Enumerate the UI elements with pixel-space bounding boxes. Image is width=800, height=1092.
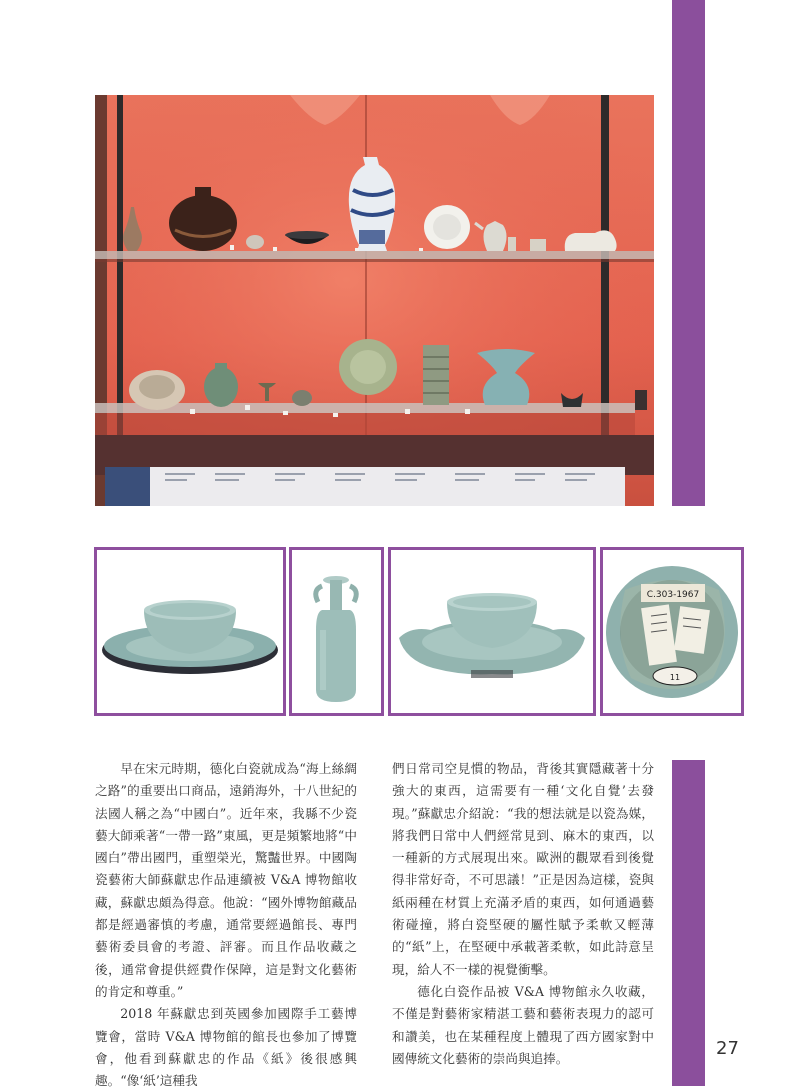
small-number-tag: 11 <box>669 673 681 682</box>
article-column-right <box>392 758 654 1070</box>
page-number: 27 <box>716 1038 739 1059</box>
paragraph: 德化白瓷作品被 V&A 博物館永久收藏，不僅是對藝術家精湛工藝和藝術表現力的認可和讚美，也在某種程度上體現了西方國家對中國傳統文化藝術的崇尚與追捧。 <box>392 983 654 1066</box>
celadon-vase-illustration <box>292 550 381 713</box>
museum-number-label: C.303-1967 <box>646 590 700 600</box>
celadon-vase-photo <box>289 547 384 716</box>
lobed-celadon-cup-photo <box>388 547 596 716</box>
paragraph: 們日常司空見慣的物品，背後其實隱藏著十分強大的東西，這需要有一種‘文化自覺’去發現。”蘇獻忠介紹說：“我的想法就是以瓷為媒，將我們日常中人們經常見到、麻木的東西，以一種新的方式展現出來。歐洲的觀眾看到後覺得非常好奇，不可思議！”正是因為這樣，瓷與紙兩種在材質上充滿矛盾的東西，如何通過藝術碰撞，將白瓷堅硬的屬性賦予柔軟又輕薄的“紙”上，在堅硬中承載著柔軟，如此詩意呈現，給人不一樣的視覺衝擊。 <box>392 761 654 977</box>
paragraph: 早在宋元時期，德化白瓷就成為“海上絲綢之路”的重要出口商品，遠銷海外，十八世紀的法國人稱之為“中國白”。近年來，我縣不少瓷藝大師乘著“一帶一路”東風，更是頻繁地將“中國白”帶出國門，重塑榮光，驚豔世界。中國陶瓷藝術大師蘇獻忠作品連續被 V&A 博物館收藏，蘇獻忠頗為得意。他說：“國外博物館藏品都是經過審慎的考慮，通常要經過館長、專門藝術委員會的考證、評審。而且作品收藏之後，通常會提供經費作保障，這是對文化藝術的肯定和尊重。” <box>95 761 357 999</box>
museum-display-photo <box>95 95 654 506</box>
vessel-base-with-labels-illustration <box>603 550 741 713</box>
display-case-illustration <box>95 95 654 506</box>
celadon-cup-saucer-illustration <box>97 550 283 713</box>
paragraph: 2018 年蘇獻忠到英國參加國際手工藝博覽會，當時 V&A 博物館的館長也參加了博覽會，他看到蘇獻忠的作品《紙》後很感興趣。“像‘紙’這種我 <box>95 1006 357 1089</box>
article-column-left <box>95 758 357 1092</box>
celadon-cup-saucer-photo <box>94 547 286 716</box>
accent-bar-top <box>672 0 705 506</box>
lobed-celadon-cup-illustration <box>391 550 593 713</box>
accent-bar-bottom <box>672 760 705 1086</box>
museum-label-base-photo <box>600 547 744 716</box>
